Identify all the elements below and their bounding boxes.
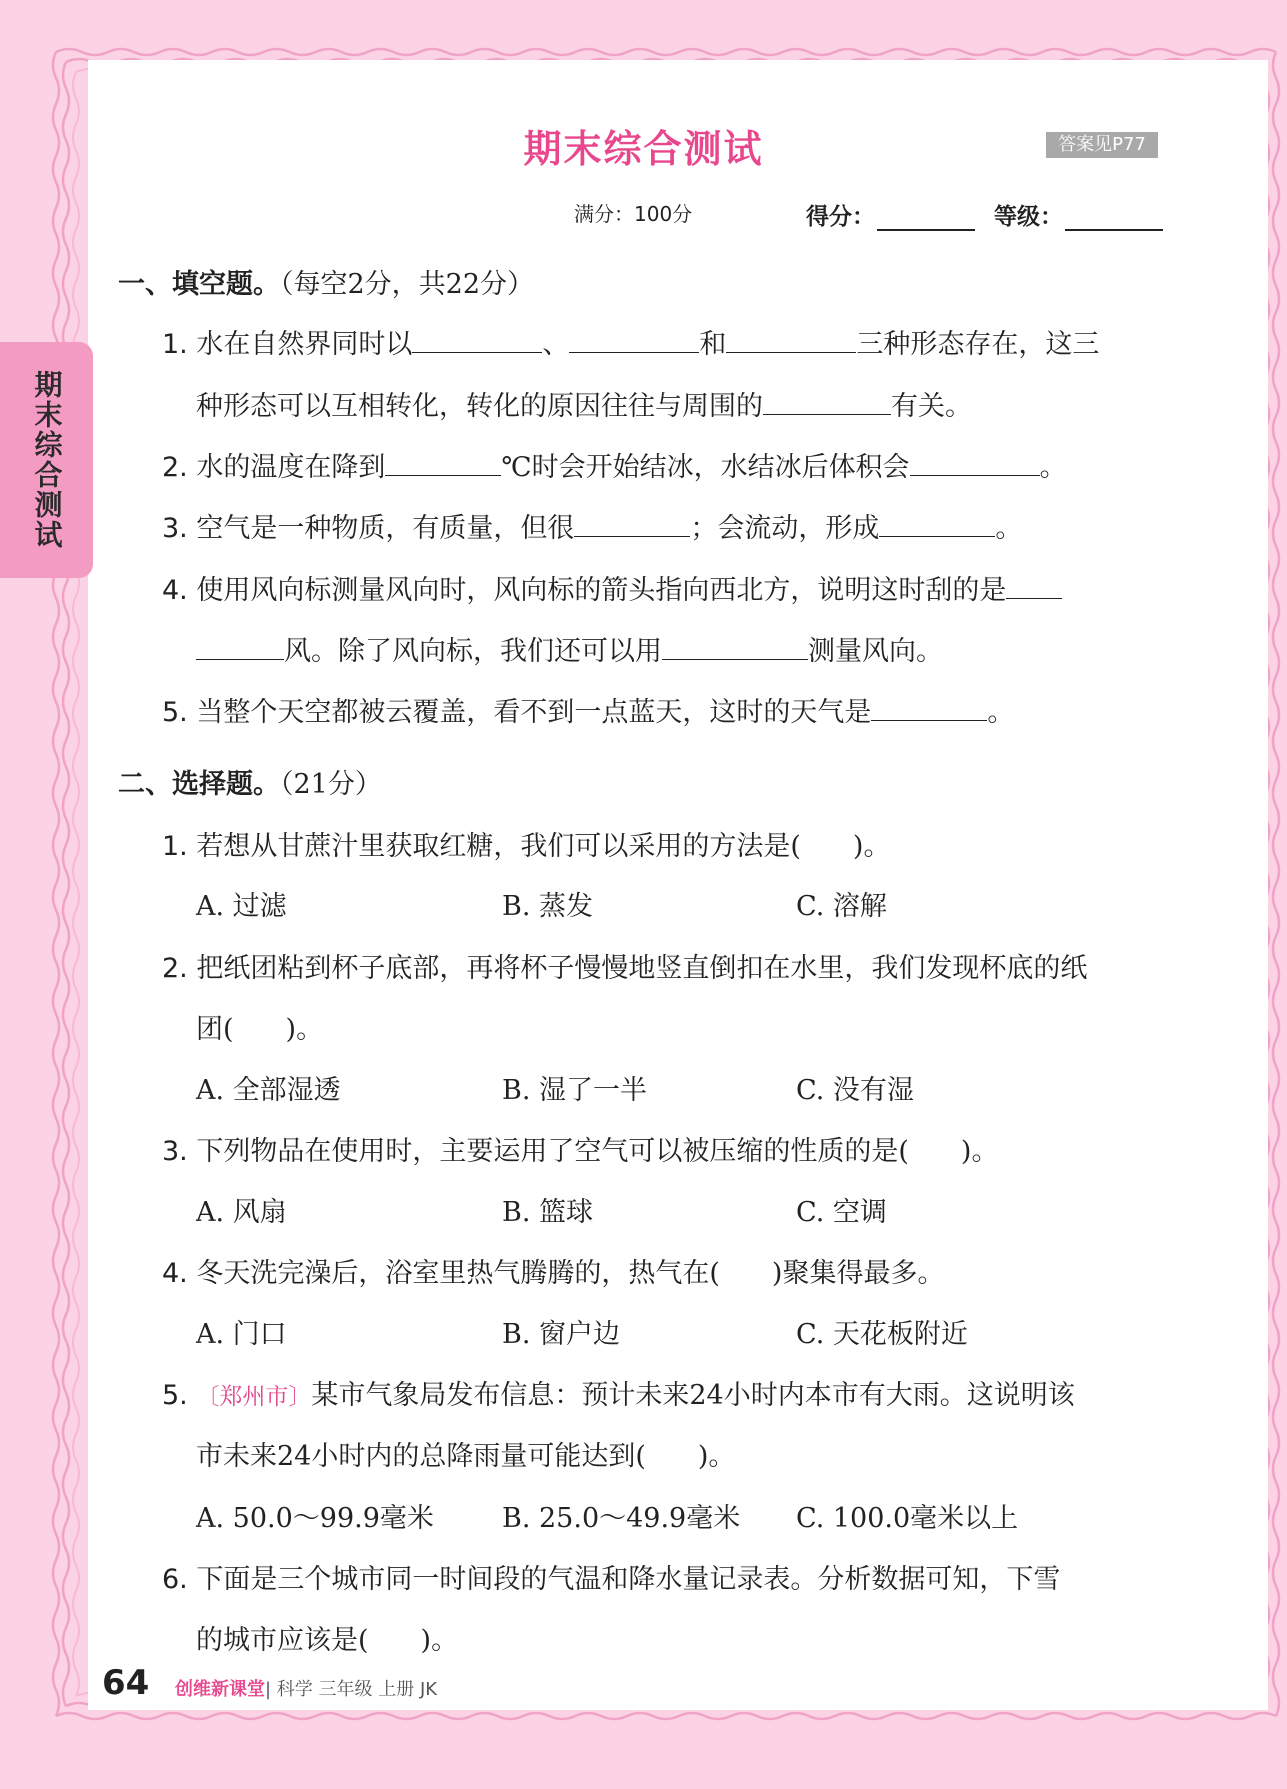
grade-field bbox=[994, 198, 1163, 231]
footer-book-info: | 科学 三年级 上册 JK bbox=[265, 1679, 438, 1700]
grade-blank[interactable] bbox=[1065, 207, 1163, 231]
section-1-title: 一、填空题。 bbox=[118, 269, 280, 300]
choice-q1 bbox=[162, 824, 890, 863]
question-text: 下列物品在使用时，主要运用了空气可以被压缩的性质的是( bbox=[196, 1136, 909, 1167]
page-number: 64 bbox=[102, 1663, 150, 1703]
footer-brand: 创维新课堂 bbox=[175, 1679, 265, 1700]
question-text: 团( bbox=[196, 1014, 234, 1045]
option-c[interactable]: C. 100.0毫米以上 bbox=[796, 1503, 1019, 1534]
question-text: )聚集得最多。 bbox=[771, 1258, 945, 1289]
option-a[interactable]: A. 全部湿透 bbox=[196, 1075, 341, 1106]
answer-blank[interactable] bbox=[385, 449, 501, 476]
question-text: 某市气象局发布信息：预计未来24小时内本市有大雨。这说明该 bbox=[311, 1380, 1075, 1411]
side-tab-label: 期末综合测试 bbox=[30, 370, 64, 550]
fill-q1-line2 bbox=[196, 384, 972, 423]
score-label: 得分： bbox=[806, 204, 875, 230]
question-text: 当整个天空都被云覆盖，看不到一点蓝天，这时的天气是 bbox=[196, 697, 872, 728]
answer-reference-badge: 答案见P77 bbox=[1046, 132, 1158, 158]
answer-blank[interactable] bbox=[763, 388, 891, 415]
fill-q4-line2 bbox=[196, 629, 943, 668]
question-number: 3. bbox=[162, 513, 188, 544]
score-field bbox=[806, 198, 975, 231]
answer-blank[interactable] bbox=[879, 510, 995, 537]
question-text: 风。除了风向标，我们还可以用 bbox=[284, 636, 662, 667]
choice-q5-line2 bbox=[196, 1434, 735, 1473]
question-text: )。 bbox=[697, 1441, 736, 1472]
answer-blank[interactable] bbox=[871, 694, 987, 721]
answer-blank[interactable] bbox=[1006, 572, 1062, 599]
side-tab bbox=[0, 342, 93, 578]
option-a[interactable]: A. 50.0～99.9毫米 bbox=[196, 1503, 434, 1534]
question-number: 1. bbox=[162, 831, 188, 862]
option-a[interactable]: A. 风扇 bbox=[196, 1197, 287, 1228]
option-c[interactable]: C. 天花板附近 bbox=[796, 1319, 968, 1350]
option-b[interactable]: B. 蒸发 bbox=[502, 891, 594, 922]
question-number: 3. bbox=[162, 1136, 188, 1167]
question-number: 6. bbox=[162, 1564, 188, 1595]
answer-blank[interactable] bbox=[196, 633, 284, 660]
question-text: 测量风向。 bbox=[808, 636, 943, 667]
question-text: )。 bbox=[420, 1625, 459, 1656]
option-b[interactable]: B. 湿了一半 bbox=[502, 1075, 648, 1106]
section-1-note: （每空2分，共22分） bbox=[280, 269, 535, 300]
footer-info bbox=[175, 1675, 437, 1701]
answer-blank[interactable] bbox=[569, 326, 699, 353]
section-2-heading bbox=[118, 762, 382, 801]
section-1-heading bbox=[118, 262, 534, 301]
fill-q2 bbox=[162, 445, 1067, 484]
answer-blank[interactable] bbox=[574, 510, 690, 537]
question-text: 使用风向标测量风向时，风向标的箭头指向西北方，说明这时刮的是 bbox=[196, 575, 1007, 606]
question-text: 水的温度在降到 bbox=[196, 452, 386, 483]
grade-label: 等级： bbox=[994, 204, 1063, 230]
answer-blank[interactable] bbox=[662, 633, 808, 660]
section-2-title: 二、选择题。 bbox=[118, 769, 280, 800]
choice-q2-line1 bbox=[162, 946, 1087, 985]
page-title: 期末综合测试 bbox=[523, 127, 764, 171]
question-number: 2. bbox=[162, 452, 188, 483]
question-number: 2. bbox=[162, 953, 188, 984]
fill-q3 bbox=[162, 506, 1022, 545]
fill-q4-line1 bbox=[162, 568, 1062, 607]
section-2-note: （21分） bbox=[280, 769, 382, 800]
question-number: 1. bbox=[162, 329, 188, 360]
question-text: 把纸团粘到杯子底部，再将杯子慢慢地竖直倒扣在水里，我们发现杯底的纸 bbox=[196, 953, 1088, 984]
question-number: 4. bbox=[162, 1258, 188, 1289]
question-text: )。 bbox=[285, 1014, 324, 1045]
option-b[interactable]: B. 25.0～49.9毫米 bbox=[502, 1503, 741, 1534]
question-text: 和 bbox=[699, 329, 727, 360]
question-number: 5. bbox=[162, 1380, 188, 1411]
option-a[interactable]: A. 过滤 bbox=[196, 891, 287, 922]
question-text: 种形态可以互相转化，转化的原因往往与周围的 bbox=[196, 391, 763, 422]
choice-q2-line2 bbox=[196, 1007, 323, 1046]
question-text: 三种形态存在，这三 bbox=[856, 329, 1100, 360]
choice-q4 bbox=[162, 1251, 944, 1290]
fill-q5 bbox=[162, 690, 1014, 729]
choice-q6-line1 bbox=[162, 1557, 1060, 1596]
question-text: 下面是三个城市同一时间段的气温和降水量记录表。分析数据可知，下雪 bbox=[196, 1564, 1061, 1595]
option-b[interactable]: B. 篮球 bbox=[502, 1197, 594, 1228]
choice-q6-line2 bbox=[196, 1618, 458, 1657]
option-a[interactable]: A. 门口 bbox=[196, 1319, 287, 1350]
question-text: 若想从甘蔗汁里获取红糖，我们可以采用的方法是( bbox=[196, 831, 801, 862]
question-text: 冬天洗完澡后，浴室里热气腾腾的，热气在( bbox=[196, 1258, 720, 1289]
question-number: 5. bbox=[162, 697, 188, 728]
choice-q5-line1 bbox=[162, 1373, 1075, 1412]
region-tag: 〔郑州市〕 bbox=[196, 1384, 312, 1410]
question-text: )。 bbox=[960, 1136, 999, 1167]
fill-q1-line1 bbox=[162, 322, 1099, 361]
option-c[interactable]: C. 空调 bbox=[796, 1197, 887, 1228]
answer-blank[interactable] bbox=[412, 326, 542, 353]
option-c[interactable]: C. 溶解 bbox=[796, 891, 887, 922]
question-text: 、 bbox=[542, 329, 570, 360]
full-score: 满分：100分 bbox=[574, 202, 693, 226]
score-blank[interactable] bbox=[877, 207, 975, 231]
question-text: 有关。 bbox=[891, 391, 972, 422]
option-c[interactable]: C. 没有湿 bbox=[796, 1075, 914, 1106]
answer-blank[interactable] bbox=[726, 326, 856, 353]
question-text: 空气是一种物质，有质量，但很 bbox=[196, 513, 575, 544]
question-text: ；会流动，形成 bbox=[690, 513, 880, 544]
question-text: 。 bbox=[1039, 452, 1067, 483]
option-b[interactable]: B. 窗户边 bbox=[502, 1319, 621, 1350]
question-text: ℃时会开始结冰，水结冰后体积会 bbox=[501, 452, 910, 483]
question-text: 。 bbox=[995, 513, 1023, 544]
question-text: 。 bbox=[987, 697, 1015, 728]
question-text: 的城市应该是( bbox=[196, 1625, 369, 1656]
answer-blank[interactable] bbox=[910, 449, 1040, 476]
question-text: 水在自然界同时以 bbox=[196, 329, 413, 360]
question-text: 市未来24小时内的总降雨量可能达到( bbox=[196, 1441, 646, 1472]
question-number: 4. bbox=[162, 575, 188, 606]
question-text: )。 bbox=[852, 831, 891, 862]
choice-q3 bbox=[162, 1129, 998, 1168]
